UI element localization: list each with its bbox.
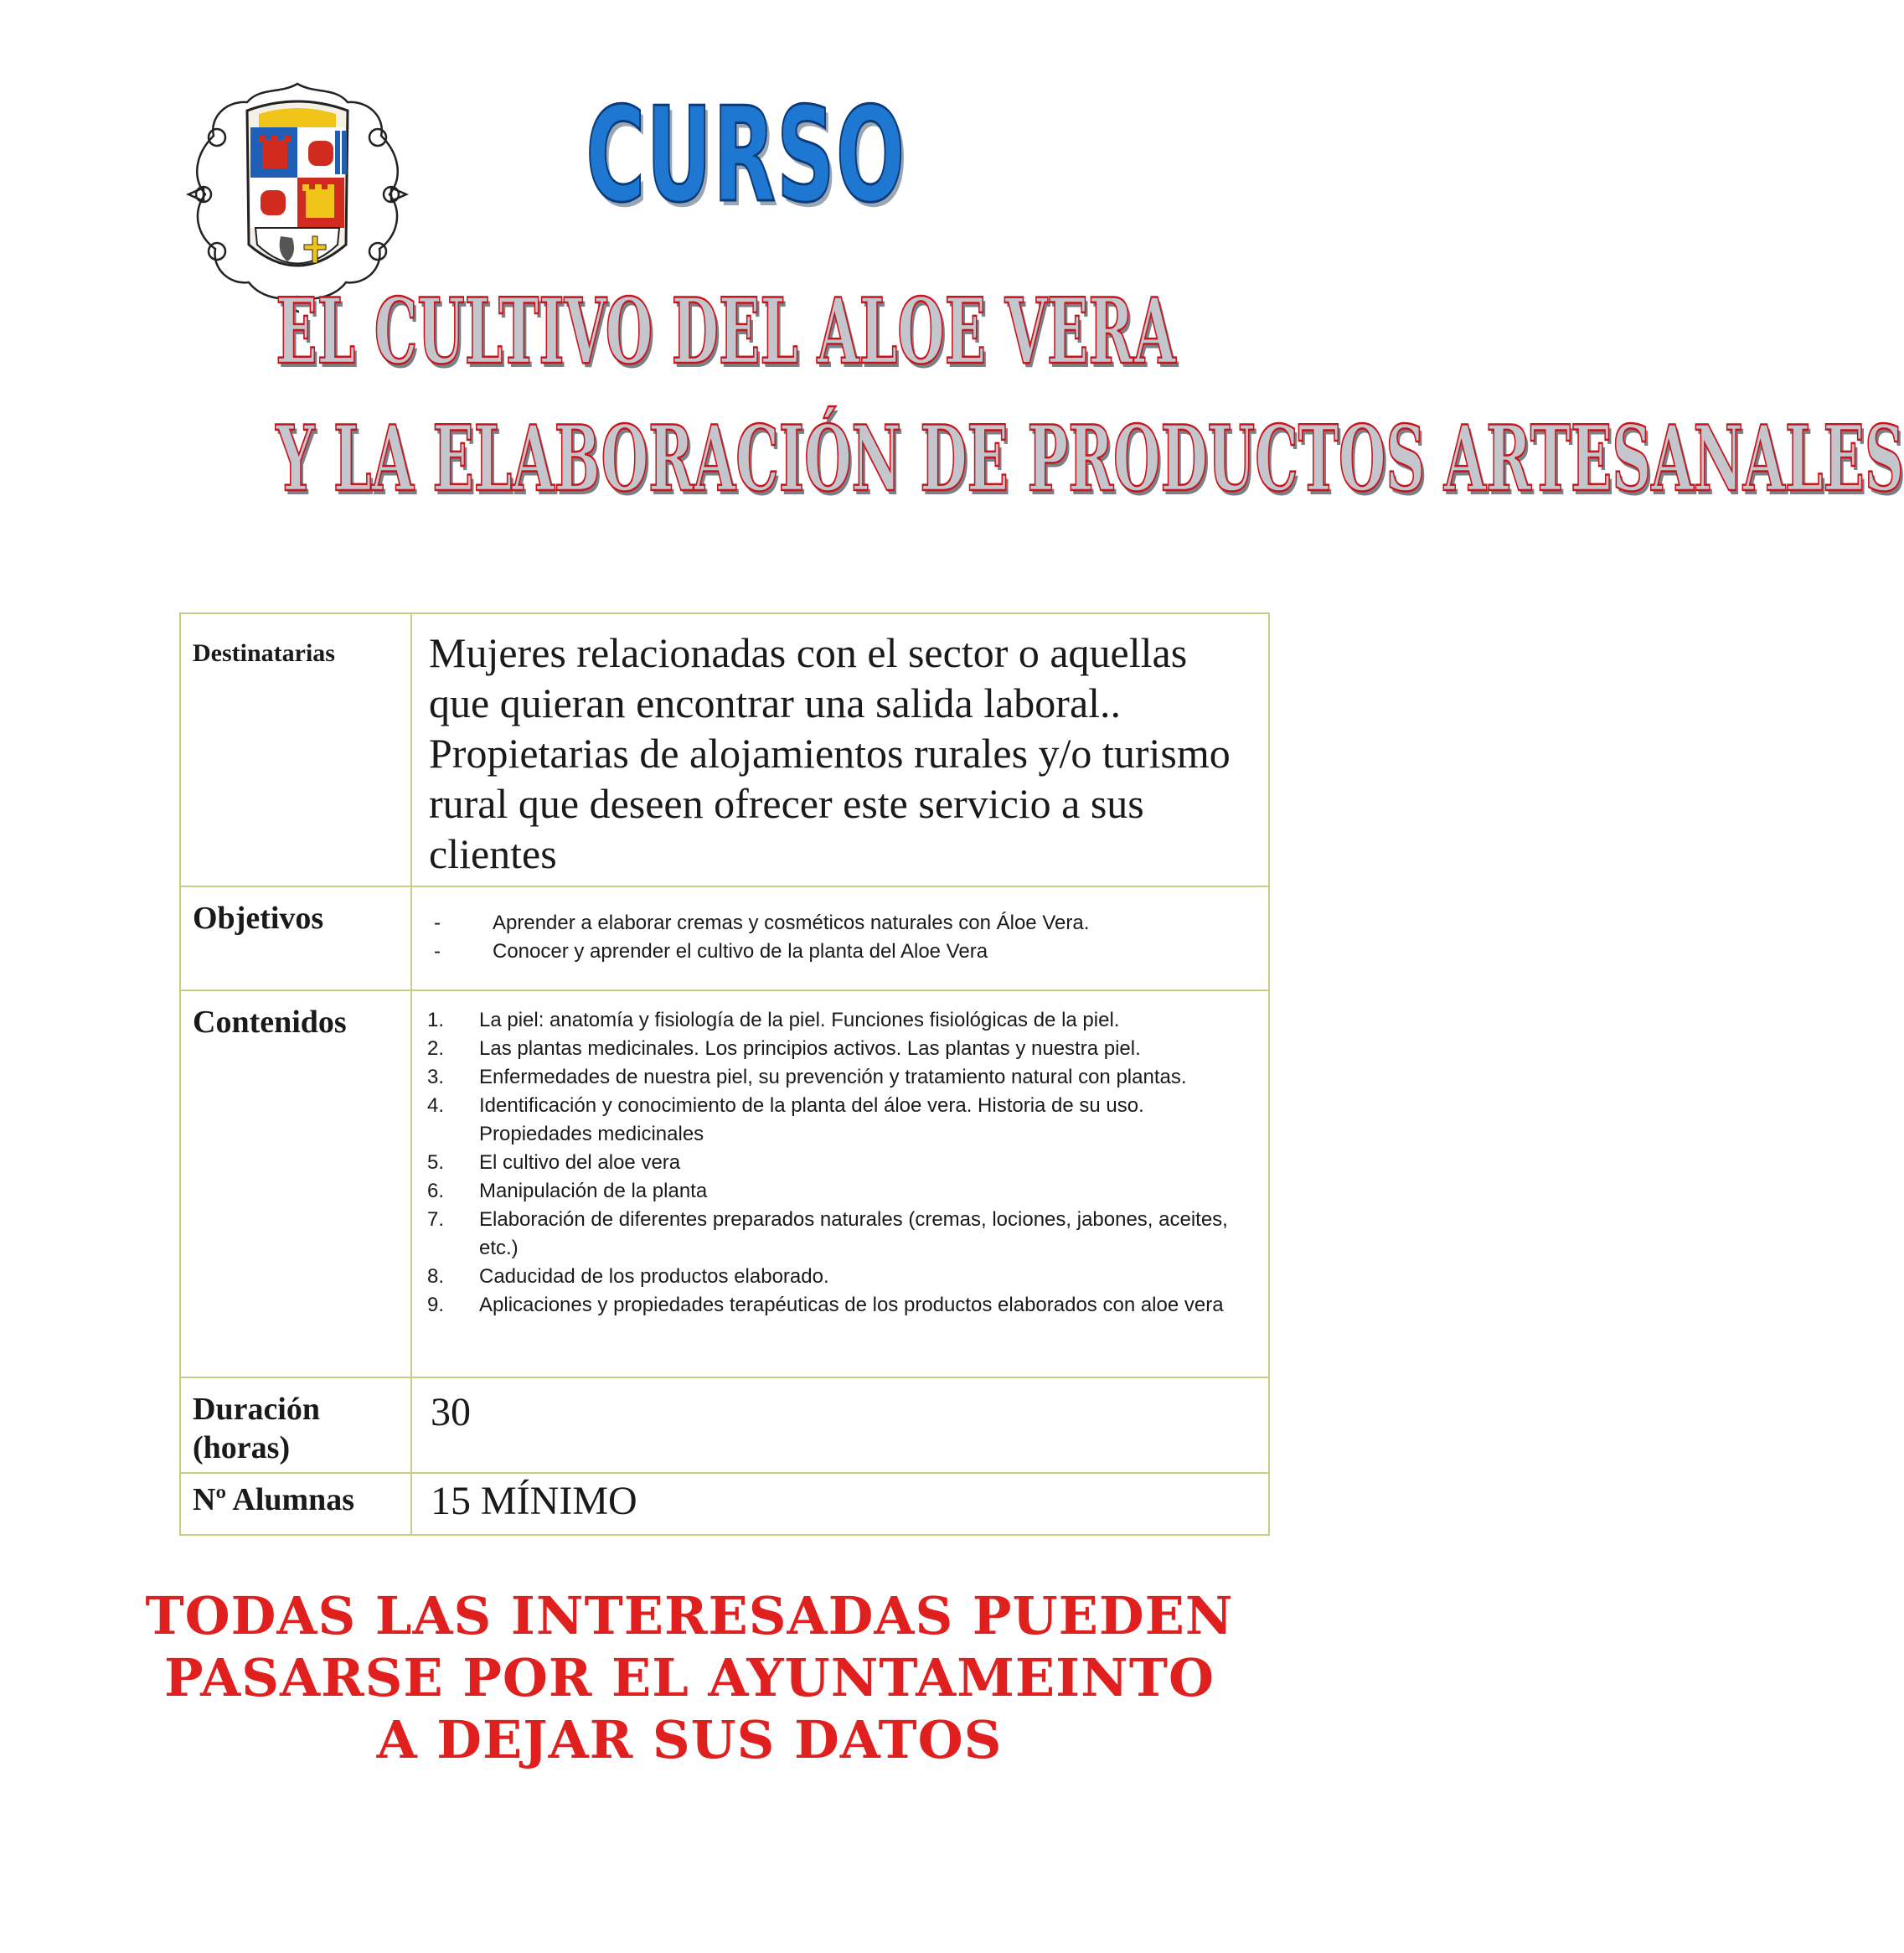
list-item: 7. Elaboración de diferentes preparados naturales (cremas, lociones, jabones, aceites, etc.) [427,1208,1228,1259]
alumnas-label: Nº Alumnas [180,1473,411,1535]
list-item: 1. La piel: anatomía y fisiología de la piel. Funciones fisiológicas de la piel. [427,1009,1120,1031]
contenidos-cell [411,990,1269,1377]
course-title-line1: EL CULTIVO DEL ALOE VERA [276,279,1176,385]
contenidos-label: Contenidos [180,990,411,1377]
destinatarias-cell [411,613,1269,886]
footer-notice [0,1585,1379,1771]
course-info-table [179,612,1270,1536]
row-objetivos [180,886,1269,990]
footer-line1: TODAS LAS INTERESADAS PUEDEN [145,1585,1234,1646]
row-destinatarias [180,613,1269,886]
duracion-label: Duración (horas) [180,1377,411,1473]
destinatarias-label: Destinatarias [180,613,411,886]
footer-line2: PASARSE POR EL AYUNTAMEINTO [164,1647,1215,1708]
alumnas-value: 15 MÍNIMO [431,1479,637,1523]
alumnas-cell [411,1473,1269,1535]
destinatarias-text: Mujeres relacionadas con el sector o aquellas que quieran encontrar una salida laboral.. Propietarias de alojamientos rurales y/o turismo rural que deseen ofrecer este servicio a sus clientes [429,629,1231,877]
list-item: 2. Las plantas medicinales. Los principios activos. Las plantas y nuestra piel. [427,1037,1141,1060]
list-item: - Aprender a elaborar cremas y cosméticos naturales con Áloe Vera. [434,912,1090,934]
coat-of-arms-icon [188,77,406,313]
objetivos-list [412,887,1268,976]
duracion-value: 30 [431,1390,471,1434]
footer-line3: A DEJAR SUS DATOS [376,1709,1003,1770]
objetivos-label: Objetivos [180,886,411,990]
duracion-cell [411,1377,1269,1473]
list-item: 4. Identificación y conocimiento de la planta del áloe vera. Historia de su uso. Propiedades medicinales [427,1094,1144,1145]
list-item: 5. El cultivo del aloe vera [427,1151,681,1174]
list-item: - Conocer y aprender el cultivo de la planta del Aloe Vera [434,940,988,963]
curso-title: CURSO [586,79,906,231]
list-item: 8. Caducidad de los productos elaborado. [427,1265,829,1288]
row-duracion [180,1377,1269,1473]
list-item: 6. Manipulación de la planta [427,1180,708,1202]
row-alumnas [180,1473,1269,1535]
list-item: 9. Aplicaciones y propiedades terapéuticas de los productos elaborados con aloe vera [427,1294,1224,1316]
contenidos-list [412,991,1268,1335]
course-title-line2: Y LA ELABORACIÓN DE PRODUCTOS ARTESANALES [276,406,1904,512]
list-item: 3. Enfermedades de nuestra piel, su prevención y tratamiento natural con plantas. [427,1066,1187,1088]
row-contenidos [180,990,1269,1377]
objetivos-cell [411,886,1269,990]
